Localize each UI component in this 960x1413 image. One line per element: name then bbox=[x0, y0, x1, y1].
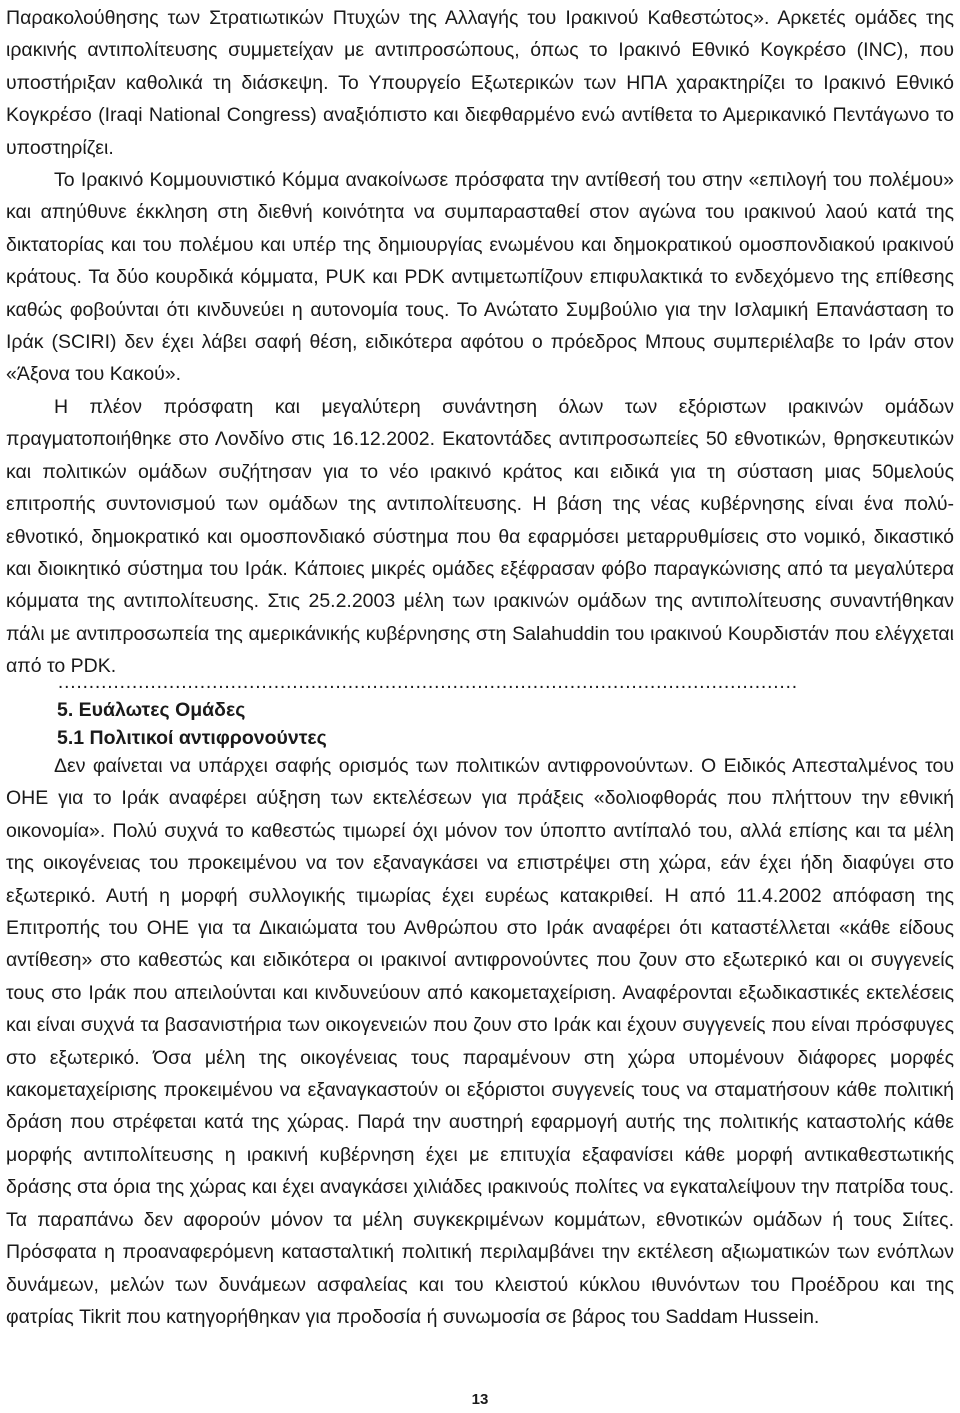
ellipsis-separator: ………………………………………………………………………………………………………… bbox=[57, 671, 797, 693]
section-heading-5: 5. Ευάλωτες Ομάδες bbox=[57, 699, 246, 721]
subsection-heading-5-1: 5.1 Πολιτικοί αντιφρονούντες bbox=[57, 727, 327, 749]
paragraph-political-dissidents: Δεν φαίνεται να υπάρχει σαφής ορισμός των πολιτικών αντιφρονούντων. Ο Ειδικός Απεσταλμένος του ΟΗΕ για το Ιράκ αναφέρει αύξηση των εκτελέσεων για πράξεις «δολιοφθοράς που πλήττουν την εθνική οικονομία». Πολύ συχνά το καθεστώς τιμωρεί όχι μόνον τον ύποπτο αντίπαλό του, αλλά επίσης και τα μέλη της οικογένειας του προκειμένου να τον εξαναγκάσει να επιστρέψει στη χώρα, εάν έχει ήδη διαφύγει στο εξωτερικό. Αυτή η μορφή συλλογικής τιμωρίας έχει ευρέως κατακριθεί. Η από 11.4.2002 απόφαση της Επιτροπής του ΟΗΕ για τα Δικαιώματα του Ανθρώπου στο Ιράκ αναφέρει ότι καταστέλλεται «κάθε είδους αντίθεση» στο καθεστώς και ειδικότερα οι ιρακινοί αντιφρονούντες που ζουν στο εξωτερικό και οι συγγενείς τους στο Ιράκ που απειλούνται και κινδυνεύουν από κακομεταχείριση. Αναφέρονται εξωδικαστικές εκτελέσεις και είναι συχνά τα βασανιστήρια των οικογενειών που ζουν στο Ιράκ και έχουν συγγενείς που είναι πρόσφυγες στο εξωτερικό. Όσα μέλη της οικογένειας τους παραμένουν στη χώρα υπομένουν διάφορες μορφές κακομεταχείρισης προκειμένου να εξαναγκαστούν οι εξόριστοι συγγενείς τους να σταματήσουν κάθε πολιτική δράση που στρέφεται κατά της χώρας. Παρά την αυστηρή εφαρμογή αυτής της πολιτικής καταστολής κάθε μορφής αντιπολίτευσης η ιρακινή κυβέρνηση έχει με επιτυχία εξαφανίσει κάθε μορφή αντικαθεστωτικής δράσης στα όρια της χώρας και έχει αναγκάσει χιλιάδες ιρακινούς πολίτες να εγκαταλείψουν την πατρίδα τους. Τα παραπάνω δεν αφορούν μόνον τα μέλη συγκεκριμένων κομμάτων, εθνοτικών ομάδων ή τους Σιίτες. Πρόσφατα η προαναφερόμενη κατασταλτική πολιτική περιλαμβάνει την εκτέλεση αξιωματικών των ενόπλων δυνάμεων, μελών των δυνάμεων ασφαλείας και του κλειστού κύκλου ιθυνόντων του Προέδρου και της φατρίας Tikrit που κατηγορήθηκαν για προδοσία ή συνωμοσία σε βάρος του Saddam Hussein. bbox=[6, 755, 954, 1328]
paragraph-communist-party: Το Ιρακινό Κομμουνιστικό Κόμμα ανακοίνωσε πρόσφατα την αντίθεσή του στην «επιλογή του πολέμου» και απηύθυνε έκκληση στη διεθνή κοινότητα να συμπαρασταθεί στον αγώνα του ιρακινού λαού κατά της δικτατορίας και του πολέμου και υπέρ της δημιουργίας ενωμένου και δημοκρατικού ομοσπονδιακού ιρακινού κράτους. Τα δύο κουρδικά κόμματα, PUK και PDK αντιμετωπίζουν επιφυλακτικά το ενδεχόμενο της επίθεσης καθώς φοβούνται ότι κινδυνεύει η αυτονομία τους. Το Ανώτατο Συμβούλιο για την Ισλαμική Επανάσταση το Ιράκ (SCIRI) δεν έχει λάβει σαφή θέση, ειδικότερα αφότου ο πρόεδρος Μπους συμπεριέλαβε το Ιράν στον «Άξονα του Κακού». bbox=[6, 169, 954, 386]
paragraph-london-meeting: Η πλέον πρόσφατη και μεγαλύτερη συνάντηση όλων των εξόριστων ιρακινών ομάδων πραγματοποιήθηκε στο Λονδίνο στις 16.12.2002. Εκατοντάδες αντιπροσωπείες 50 εθνοτικών, θρησκευτικών και πολιτικών ομάδων συζήτησαν για το νέο ιρακινό κράτος και ειδικά για τη σύσταση μιας 50μελούς επιτροπής συντονισμού των ομάδων της αντιπολίτευσης. Η βάση της νέας κυβέρνησης είναι ένα πολύ-εθνοτικό, δημοκρατικό και ομοσπονδιακό σύστημα που θα εφαρμόσει μεταρρυθμίσεις στο νομικό, δικαστικό και διοικητικό σύστημα του Ιράκ. Κάποιες μικρές ομάδες εξέφρασαν φόβο παραγκώνισης από τα μεγαλύτερα κόμματα της αντιπολίτευσης. Στις 25.2.2003 μέλη των ιρακινών ομάδων της αντιπολίτευσης συναντήθηκαν πάλι με αντιπροσωπεία της αμερικάνικής κυβέρνησης στη Salahuddin του ιρακινού Κουρδιστάν που ελέγχεται από το PDK. bbox=[6, 395, 954, 678]
body-text-section-5-1 bbox=[6, 750, 954, 1333]
page-number: 13 bbox=[471, 1391, 489, 1408]
paragraph-continuation: Παρακολούθησης των Στρατιωτικών Πτυχών της Αλλαγής του Ιρακινού Καθεστώτος». Αρκετές ομάδες της ιρακινής αντιπολίτευσης συμμετείχαν με αντιπροσώπους, όπως το Ιρακινό Εθνικό Κογκρέσο (INC), που υποστήριξαν καθολικά τη διάσκεψη. Το Υπουργείο Εξωτερικών των ΗΠΑ χαρακτηρίζει το Ιρακινό Εθνικό Κογκρέσο (Iraqi National Congress) αναξιόπιστο και διεφθαρμένο ενώ αντίθετα το Αμερικανικό Πεντάγωνο το υποστηρίζει. bbox=[6, 7, 954, 159]
body-text-top bbox=[6, 2, 954, 683]
